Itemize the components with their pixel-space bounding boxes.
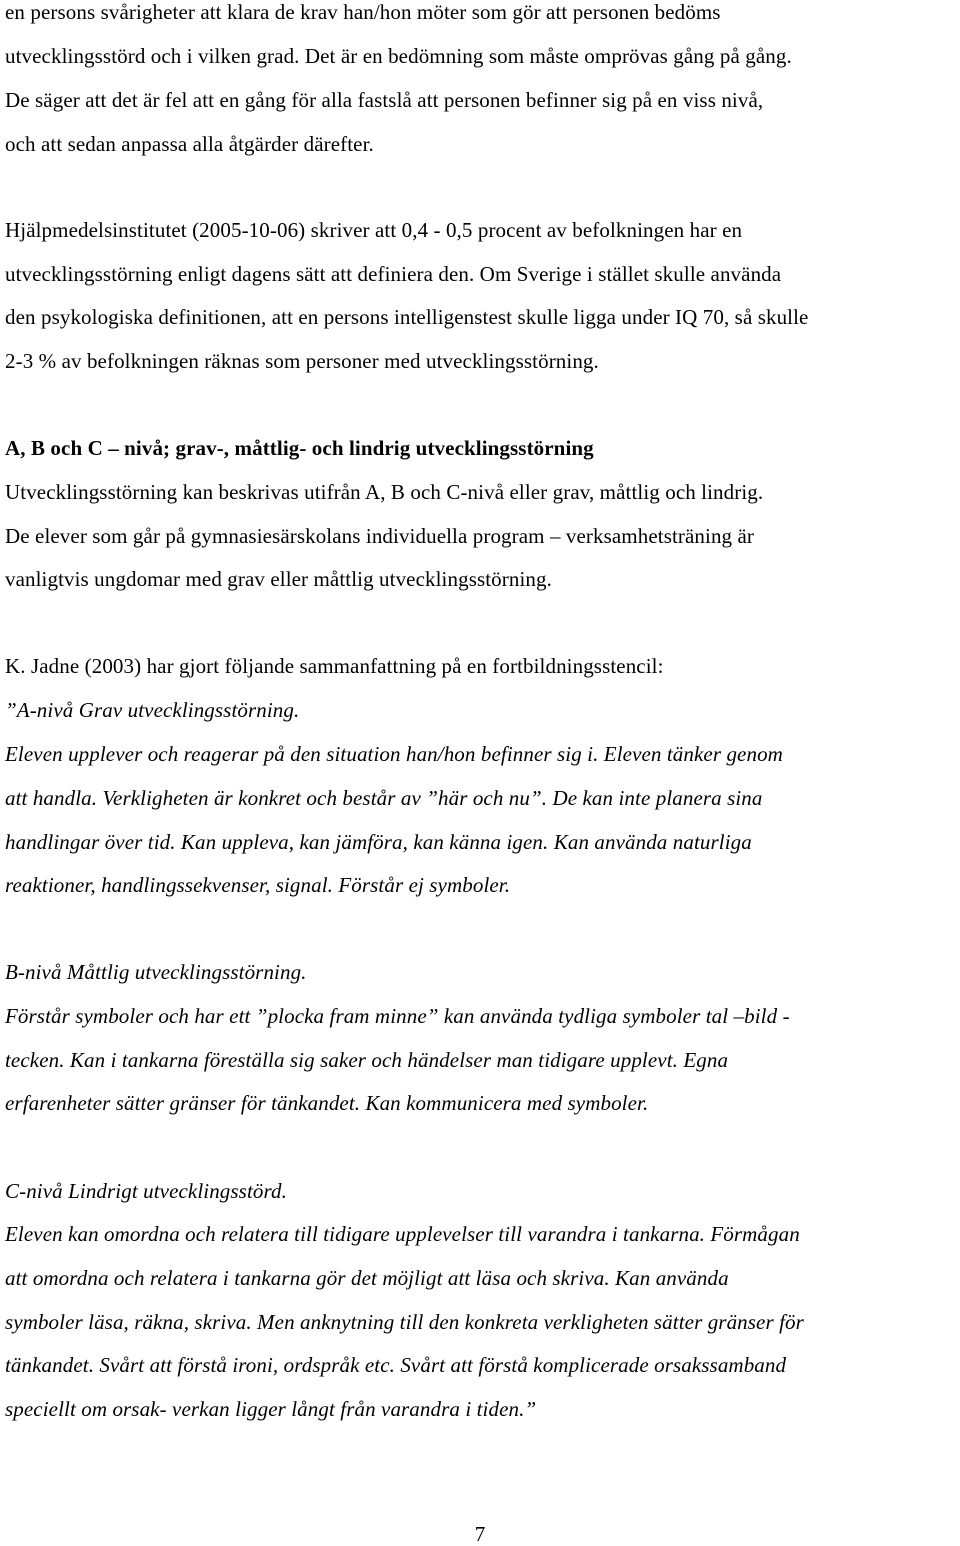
paragraph-2-line-1: Hjälpmedelsinstitutet (2005-10-06) skriver att 0,4 - 0,5 procent av befolkningen har en [5,218,743,242]
page-number: 7 [474,1522,486,1546]
paragraph-1-line-2: utvecklingsstörd och i vilken grad. Det är en bedömning som måste omprövas gång på gång. [5,44,792,68]
c-level-line-5: speciellt om orsak- verkan ligger långt från varandra i tiden.” [5,1397,537,1421]
paragraph-2-line-2: utvecklingsstörning enligt dagens sätt att definiera den. Om Sverige i stället skulle använda [5,262,782,286]
paragraph-3-line-2: De elever som går på gymnasiesärskolans individuella program – verksamhetsträning är [5,524,755,548]
b-level-line-3: erfarenheter sätter gränser för tänkandet. Kan kommunicera med symboler. [5,1091,649,1115]
a-level-line-3: handlingar över tid. Kan uppleva, kan jämföra, kan känna igen. Kan använda naturliga [5,830,752,854]
c-level-line-2: att omordna och relatera i tankarna gör det möjligt att läsa och skriva. Kan använda [5,1266,729,1290]
b-level-line-1: Förstår symboler och har ett ”plocka fram minne” kan använda tydliga symboler tal –bild - [5,1004,790,1028]
c-level-heading: C-nivå Lindrigt utvecklingsstörd. [5,1179,287,1203]
quote-intro: K. Jadne (2003) har gjort följande sammanfattning på en fortbildningsstencil: [5,654,664,678]
b-level-line-2: tecken. Kan i tankarna föreställa sig saker och händelser man tidigare upplevt. Egna [5,1048,729,1072]
paragraph-3-line-1: Utvecklingsstörning kan beskrivas utifrån A, B och C-nivå eller grav, måttlig och lindrig. [5,480,764,504]
section-heading: A, B och C – nivå; grav-, måttlig- och lindrig utvecklingsstörning [5,436,594,460]
a-level-line-2: att handla. Verkligheten är konkret och består av ”här och nu”. De kan inte planera sina [5,786,763,810]
c-level-line-1: Eleven kan omordna och relatera till tidigare upplevelser till varandra i tankarna. Förmågan [5,1222,800,1246]
a-level-line-1: Eleven upplever och reagerar på den situation han/hon befinner sig i. Eleven tänker genom [5,742,783,766]
paragraph-1-line-3: De säger att det är fel att en gång för alla fastslå att personen befinner sig på en viss nivå, [5,88,764,112]
c-level-line-4: tänkandet. Svårt att förstå ironi, ordspråk etc. Svårt att förstå komplicerade orsakssamband [5,1353,787,1377]
paragraph-2-line-3: den psykologiska definitionen, att en persons intelligenstest skulle ligga under IQ 70, så skulle [5,305,809,329]
b-level-heading: B-nivå Måttlig utvecklingsstörning. [5,960,307,984]
c-level-line-3: symboler läsa, räkna, skriva. Men anknytning till den konkreta verkligheten sätter gränser för [5,1310,804,1334]
paragraph-2-line-4: 2-3 % av befolkningen räknas som personer med utvecklingsstörning. [5,349,599,373]
a-level-heading: ”A-nivå Grav utvecklingsstörning. [5,698,300,722]
a-level-line-4: reaktioner, handlingssekvenser, signal. Förstår ej symboler. [5,873,511,897]
paragraph-1-line-1: en persons svårigheter att klara de krav han/hon möter som gör att personen bedöms [5,0,721,24]
paragraph-1-line-4: och att sedan anpassa alla åtgärder därefter. [5,132,374,156]
paragraph-3-line-3: vanligtvis ungdomar med grav eller måttlig utvecklingsstörning. [5,567,552,591]
